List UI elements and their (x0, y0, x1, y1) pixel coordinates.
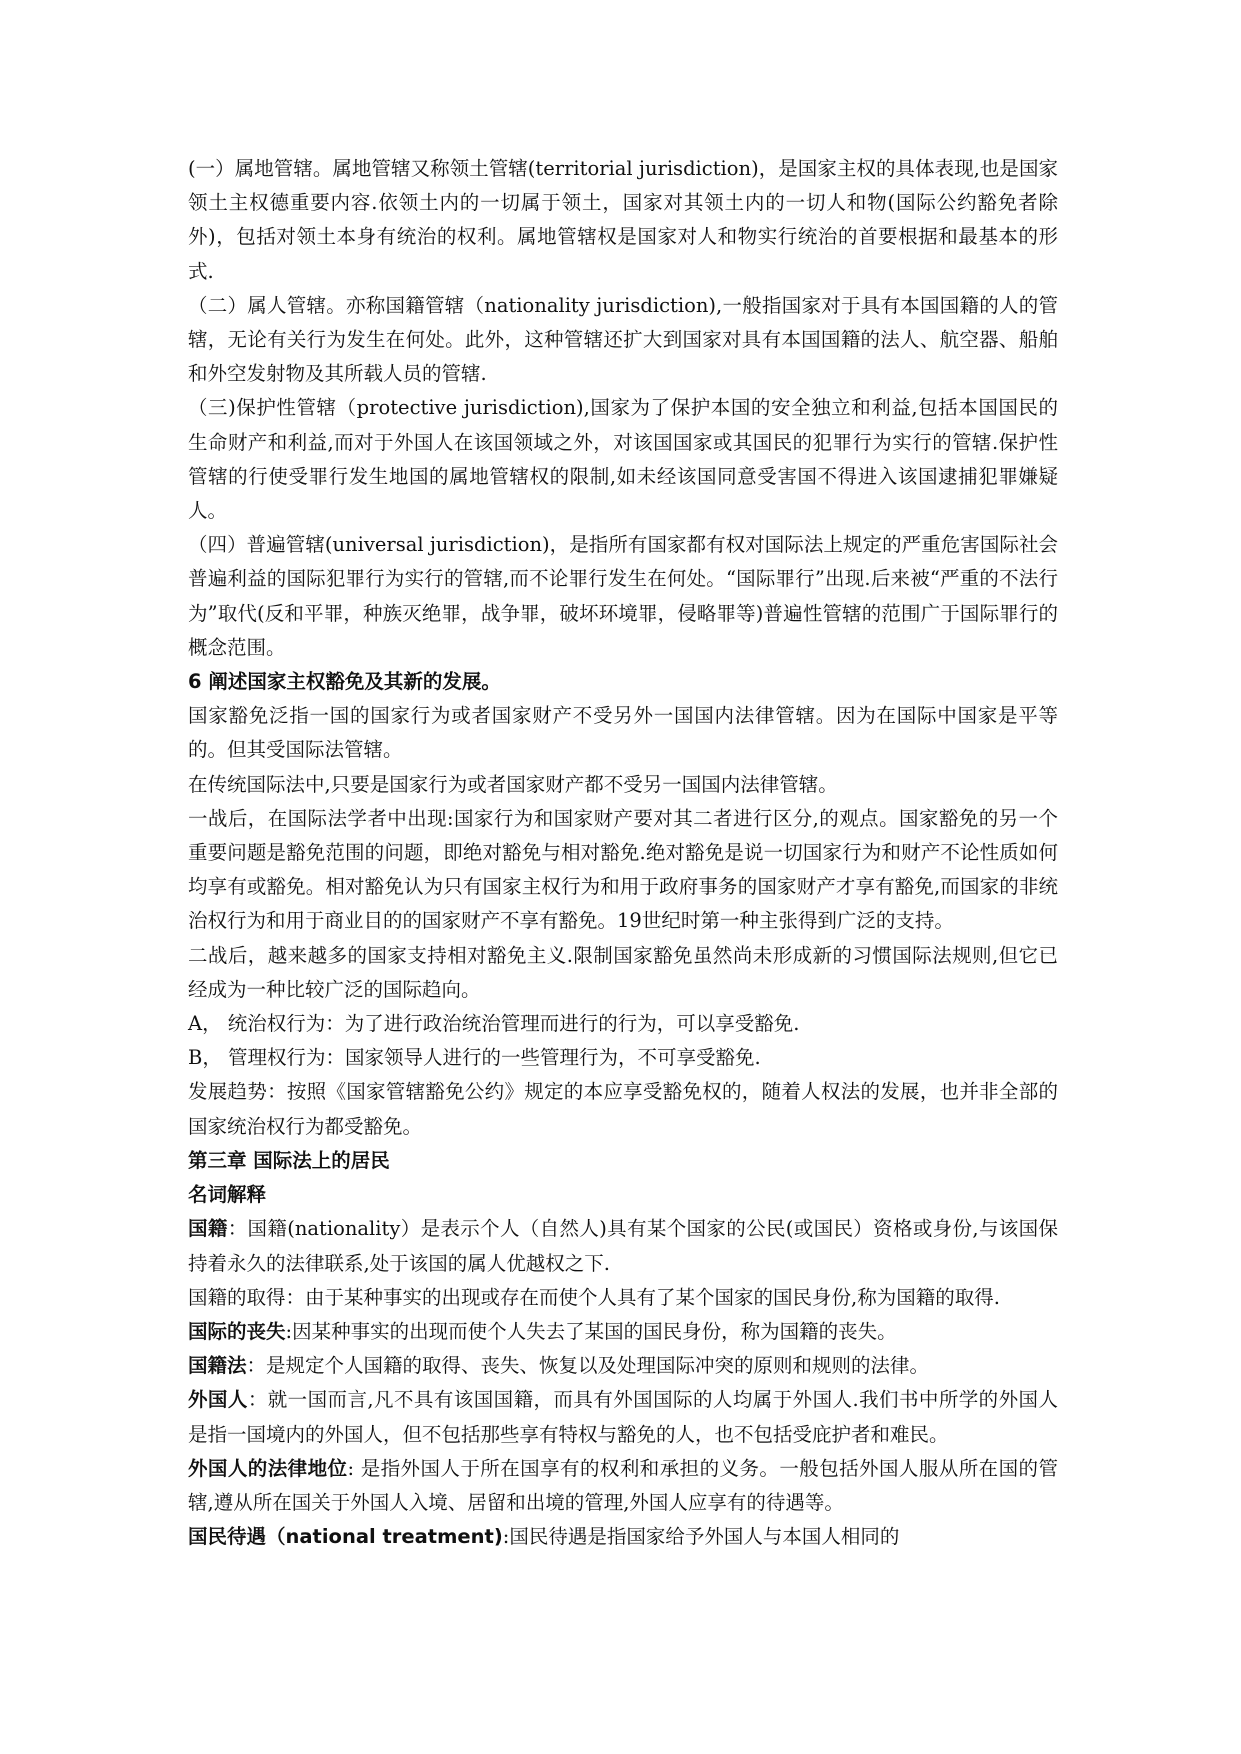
definition-national-treatment-text: :国民待遇是指国家给予外国人与本国人相同的 (502, 1525, 900, 1549)
paragraph-item-a: A， 统治权行为：为了进行政治统治管理而进行的行为，可以享受豁免. (188, 1012, 800, 1036)
definition-legal-status-text: : 是指外国人于所在国享有的权利和承担的义务。一般包括外国人服从所在国的管辖,遵从所在国关于外国人入境、居留和出境的管理,外国人应享有的待遇等。 (188, 1456, 1058, 1514)
paragraph-immunity-definition: 国家豁免泛指一国的国家行为或者国家财产不受另外一国国内法律管辖。因为在国际中国家是平等的。但其受国际法管辖。 (188, 704, 1058, 762)
definition-nationality-text: ：国籍(nationality）是表示个人（自然人)具有某个国家的公民(或国民）资格或身份,与该国保持着永久的法律联系,处于该国的属人优越权之下. (188, 1217, 1058, 1275)
paragraph-protective-jurisdiction: （三)保护性管辖（protective jurisdiction),国家为了保护本国的安全独立和利益,包括本国国民的生命财产和利益,而对于外国人在该国领域之外，对该国国家或其国民的犯罪行为实行的管辖.保护性管辖的行使受罪行发生地国的属地管辖权的限制,如未经该国同意受害国不得进入该国逮捕犯罪嫌疑人。 (188, 396, 1058, 523)
chapter-heading: 第三章 国际法上的居民 (188, 1148, 390, 1172)
definition-loss-text: :因某种事实的出现而使个人失去了某国的国民身份，称为国籍的丧失。 (285, 1319, 897, 1343)
term-loss-of-nationality: 国际的丧失 (188, 1319, 286, 1343)
definition-national-treatment (188, 1520, 1058, 1554)
definition-loss-of-nationality (188, 1315, 1058, 1349)
definition-nationality-law (188, 1349, 1058, 1383)
paragraph-universal-jurisdiction: （四）普遍管辖(universal jurisdiction)，是指所有国家都有权对国际法上规定的严重危害国际社会普遍利益的国际犯罪行为实行的管辖,而不论罪行发生在何处。“国际罪行”出现.后来被“严重的不法行为”取代(反和平罪，种族灭绝罪，战争罪，破坏环境罪，侵略罪等)普遍性管辖的范围广于国际罪行的概念范围。 (188, 533, 1058, 659)
paragraph-after-wwii: 二战后，越来越多的国家支持相对豁免主义.限制国家豁免虽然尚未形成新的习惯国际法规则,但它已经成为一种比较广泛的国际趋向。 (188, 943, 1058, 1001)
paragraph-personal-jurisdiction: （二）属人管辖。亦称国籍管辖（nationality jurisdiction),一般指国家对于具有本国国籍的人的管辖，无论有关行为发生在何处。此外，这种管辖还扩大到国家对具有本国国籍的法人、航空器、船舶和外空发射物及其所载人员的管辖. (188, 293, 1058, 386)
definition-foreigner (188, 1383, 1058, 1451)
paragraph-traditional-law: 在传统国际法中,只要是国家行为或者国家财产都不受另一国国内法律管辖。 (188, 772, 838, 796)
definition-nationality (188, 1212, 1058, 1280)
document-page (188, 152, 1058, 1554)
paragraph-development-trend: 发展趋势：按照《国家管辖豁免公约》规定的本应享受豁免权的，随着人权法的发展，也并非全部的国家统治权行为都受豁免。 (188, 1080, 1058, 1138)
term-legal-status: 外国人的法律地位 (188, 1456, 348, 1480)
term-nationality-law: 国籍法 (188, 1354, 247, 1378)
term-foreigner: 外国人 (188, 1388, 248, 1412)
term-national-treatment: 国民待遇（national treatment) (188, 1525, 503, 1549)
definition-foreigner-text: ：就一国而言,凡不具有该国国籍，而具有外国国际的人均属于外国人.我们书中所学的外国人是指一国境内的外国人，但不包括那些享有特权与豁免的人，也不包括受庇护者和难民。 (188, 1388, 1058, 1446)
subheading-glossary: 名词解释 (188, 1183, 267, 1207)
paragraph-after-wwi: 一战后，在国际法学者中出现:国家行为和国家财产要对其二者进行区分,的观点。国家豁免的另一个重要问题是豁免范围的问题，即绝对豁免与相对豁免.绝对豁免是说一切国家行为和财产不论性质如何均享有或豁免。相对豁免认为只有国家主权行为和用于政府事务的国家财产才享有豁免,而国家的非统治权行为和用于商业目的的国家财产不享有豁免。19世纪时第一种主张得到广泛的支持。 (188, 806, 1058, 933)
term-nationality: 国籍 (188, 1217, 228, 1241)
paragraph-territorial-jurisdiction: (一）属地管辖。属地管辖又称领土管辖(territorial jurisdiction)，是国家主权的具体表现,也是国家领土主权德重要内容.依领土内的一切属于领土，国家对其领土内的一切人和物(国际公约豁免者除外)，包括对领土本身有统治的权利。属地管辖权是国家对人和物实行统治的首要根据和最基本的形式. (188, 157, 1058, 283)
definition-legal-status (188, 1452, 1058, 1520)
paragraph-acquisition-of-nationality: 国籍的取得：由于某种事实的出现或存在而使个人具有了某个国家的国民身份,称为国籍的取得. (188, 1285, 1000, 1309)
paragraph-item-b: B， 管理权行为：国家领导人进行的一些管理行为，不可享受豁免. (188, 1046, 761, 1070)
definition-nationality-law-text: ：是规定个人国籍的取得、丧失、恢复以及处理国际冲突的原则和规则的法律。 (246, 1354, 930, 1378)
section-heading-sovereign-immunity: 6 阐述国家主权豁免及其新的发展。 (188, 670, 501, 694)
